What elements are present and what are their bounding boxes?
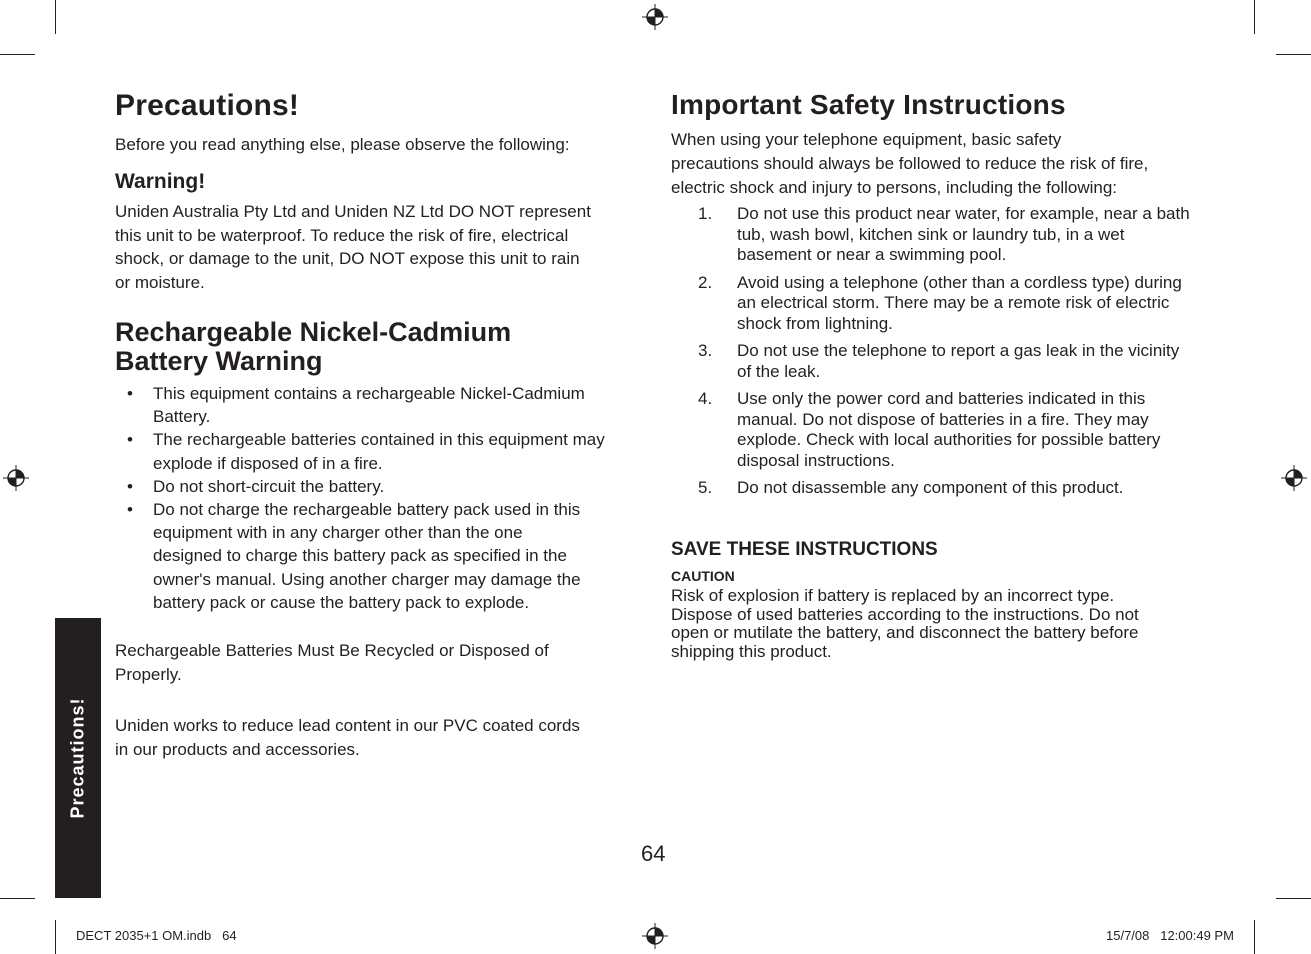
text-line: When using your telephone equipment, basic safety	[671, 130, 1062, 149]
list-item	[671, 389, 1191, 471]
text-line: this unit to be waterproof. To reduce the risk of fire, electrical	[115, 225, 569, 245]
footer-timestamp: 15/7/08 12:00:49 PM	[1106, 928, 1234, 943]
warning-heading: Warning!	[115, 170, 206, 193]
text-line: open or mutilate the battery, and disconnect the battery before	[671, 623, 1139, 643]
bullet-icon: •	[127, 384, 133, 403]
footer-file-info: DECT 2035+1 OM.indb 64	[76, 928, 237, 943]
registration-mark-icon	[3, 465, 29, 491]
list-item	[115, 498, 635, 614]
text-line: precautions should always be followed to reduce the risk of fire,	[671, 154, 1149, 173]
crop-mark	[1254, 920, 1255, 954]
lead-content-note	[115, 714, 580, 761]
text-line: shipping this product.	[671, 641, 832, 661]
list-item	[671, 273, 1191, 335]
registration-mark-icon	[1281, 465, 1307, 491]
safety-title: Important Safety Instructions	[671, 89, 1066, 120]
battery-warning-heading	[115, 318, 511, 376]
warning-text	[115, 200, 591, 294]
registration-mark-icon	[642, 923, 668, 949]
text-line: electric shock and injury to persons, including the following:	[671, 178, 1118, 197]
bullet-icon: •	[127, 500, 133, 520]
text-line: shock, or damage to the unit, DO NOT expose this unit to rain	[115, 249, 580, 268]
item-number: 5.	[698, 478, 713, 497]
text-line: or moisture.	[115, 272, 205, 292]
page-number: 64	[641, 841, 666, 866]
text-line: Rechargeable Batteries Must Be Recycled or Disposed of	[115, 641, 549, 660]
list-item-text: Do not use the telephone to report a gas leak in the vicinity of the leak.	[737, 341, 1180, 381]
text-line: Risk of explosion if battery is replaced by an incorrect type.	[671, 586, 1115, 605]
list-item	[115, 475, 635, 498]
list-item	[671, 341, 1191, 382]
heading-line: Battery Warning	[115, 346, 323, 376]
list-item-text: Do not short-circuit the battery.	[153, 476, 385, 496]
crop-mark	[55, 920, 56, 954]
list-item-text: This equipment contains a rechargeable Nickel-Cadmium Battery.	[153, 384, 585, 427]
crop-mark	[55, 0, 56, 34]
section-tab-label: Precautions!	[67, 697, 88, 819]
battery-warning-list	[115, 382, 635, 614]
safety-intro	[671, 128, 1148, 200]
crop-mark	[1254, 0, 1255, 34]
text-line: in our products and accessories.	[115, 739, 360, 759]
text-line: Uniden works to reduce lead content in our PVC coated cords	[115, 716, 580, 735]
crop-mark	[0, 898, 35, 899]
list-item	[115, 428, 635, 474]
item-number: 1.	[698, 204, 713, 223]
save-instructions-heading: SAVE THESE INSTRUCTIONS	[671, 539, 938, 560]
caution-label: CAUTION	[671, 568, 735, 584]
recycle-note	[115, 639, 549, 686]
item-number: 4.	[698, 389, 713, 408]
registration-mark-icon	[642, 4, 668, 30]
list-item	[671, 478, 1191, 499]
caution-text	[671, 587, 1139, 661]
list-item-text: Avoid using a telephone (other than a cordless type) during an electrical storm. There may be a remote risk of electric shock from lightning.	[737, 272, 1182, 333]
list-item-text: Use only the power cord and batteries indicated in this manual. Do not dispose of batteries in a fire. They may explode. Check with local authorities for possible battery disposal instructions.	[737, 389, 1161, 470]
bullet-icon: •	[127, 476, 133, 496]
heading-line: Rechargeable Nickel-Cadmium	[115, 317, 512, 347]
crop-mark	[1276, 54, 1311, 55]
page-title: Precautions!	[115, 89, 300, 122]
item-number: 3.	[698, 341, 713, 360]
list-item-text: The rechargeable batteries contained in this equipment may explode if disposed of in a fire.	[153, 430, 605, 473]
crop-mark	[1276, 898, 1311, 899]
item-number: 2.	[698, 272, 713, 292]
list-item-text: Do not charge the rechargeable battery pack used in this equipment with in any charger other than the one designed to charge this battery pack as specified in the owner's manual. Using another charger may damage the battery pack or cause the battery pack to explode.	[153, 500, 581, 612]
list-item	[115, 382, 635, 428]
bullet-icon: •	[127, 430, 133, 450]
text-line: Properly.	[115, 664, 182, 684]
list-item-text: Do not use this product near water, for example, near a bath tub, wash bowl, kitchen sink or laundry tub, in a wet basement or near a swimming pool.	[737, 204, 1190, 264]
intro-text: Before you read anything else, please observe the following:	[115, 135, 570, 154]
list-item	[671, 204, 1191, 266]
safety-instructions-list	[671, 204, 1191, 506]
text-line: Uniden Australia Pty Ltd and Uniden NZ Ltd DO NOT represent	[115, 202, 591, 221]
crop-mark	[0, 54, 35, 55]
text-line: Dispose of used batteries according to the instructions. Do not	[671, 604, 1139, 624]
list-item-text: Do not disassemble any component of this product.	[737, 478, 1124, 497]
